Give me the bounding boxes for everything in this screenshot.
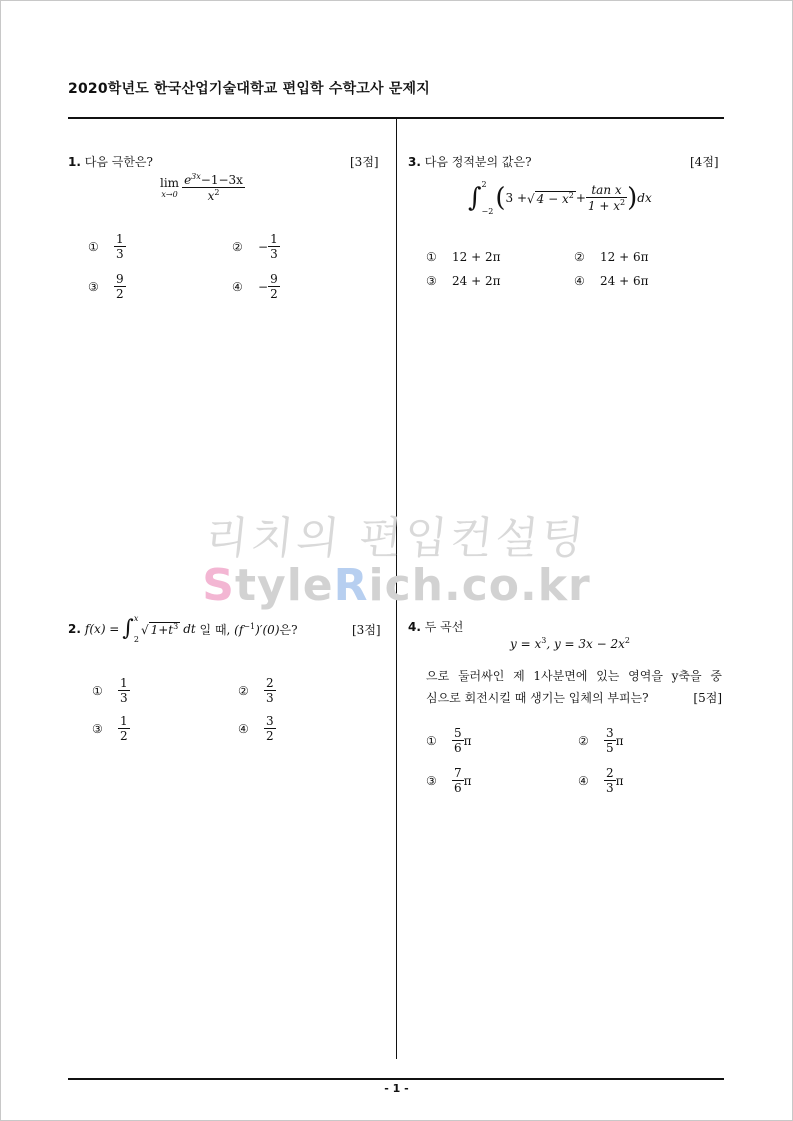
q1-choice-1[interactable] bbox=[88, 232, 126, 261]
q2-number: 2. bbox=[68, 622, 81, 636]
choice-mark: ① bbox=[88, 239, 99, 254]
q2-sqrt: √ $1+t^3$ bbox=[140, 621, 179, 637]
q1-den-exp: 2 bbox=[214, 188, 220, 197]
q1-choice-4[interactable] bbox=[232, 272, 280, 301]
q3-number: 3. bbox=[408, 155, 421, 169]
watermark-korean: 리치의 편입컨설팅 bbox=[202, 513, 590, 564]
q4-curve-b: , y = 3x − 2x bbox=[546, 637, 625, 651]
q3-heading bbox=[408, 153, 532, 170]
q3-plus: + bbox=[575, 191, 586, 205]
frac-num: 3 bbox=[266, 714, 274, 728]
q2-heading bbox=[68, 614, 298, 644]
q4-points: [5점] bbox=[693, 691, 722, 705]
choice-value: 24 + 6π bbox=[600, 274, 649, 288]
choice-mark: ③ bbox=[92, 721, 103, 736]
q3-expression bbox=[468, 180, 652, 216]
choice-mark: ② bbox=[232, 239, 243, 254]
choice-fraction bbox=[604, 766, 616, 795]
choice-fraction bbox=[114, 232, 126, 261]
choice-fraction bbox=[264, 714, 276, 743]
choice-suffix: π bbox=[615, 733, 624, 748]
q1-text: 다음 극한은? bbox=[84, 155, 153, 169]
choice-suffix: π bbox=[615, 773, 624, 788]
q4-body bbox=[426, 665, 722, 687]
q3-sqrt: √ $4 - x^2$ bbox=[527, 190, 574, 206]
q3-frac-num: tan x bbox=[591, 183, 622, 197]
frac-den: 6 bbox=[454, 741, 462, 755]
frac-den: 5 bbox=[606, 741, 614, 755]
choice-fraction bbox=[264, 676, 276, 705]
choice-fraction bbox=[452, 726, 464, 755]
q3-radicand: 4 − x bbox=[536, 191, 569, 206]
frac-num: 1 bbox=[120, 676, 128, 690]
q2-choice-4[interactable] bbox=[238, 714, 276, 743]
choice-mark: ④ bbox=[238, 721, 249, 736]
frac-den: 2 bbox=[270, 287, 278, 301]
choice-mark: ① bbox=[426, 733, 437, 748]
choice-sign: − bbox=[258, 279, 269, 294]
frac-den: 3 bbox=[270, 247, 278, 261]
frac-den: 2 bbox=[266, 729, 274, 743]
footer-rule bbox=[68, 1078, 724, 1080]
q1-points: [3점] bbox=[350, 155, 379, 169]
q1-lim: lim bbox=[160, 176, 180, 190]
q4-number: 4. bbox=[408, 620, 421, 634]
frac-den: 2 bbox=[120, 729, 128, 743]
choice-mark: ③ bbox=[426, 773, 437, 788]
choice-mark: ② bbox=[578, 733, 589, 748]
q2-upper-limit: x bbox=[133, 614, 139, 623]
q4-expression bbox=[510, 636, 630, 651]
q2-inverse-exp: −1 bbox=[243, 621, 256, 631]
choice-mark: ② bbox=[238, 683, 249, 698]
q4-choice-4[interactable] bbox=[578, 766, 624, 795]
frac-num: 1 bbox=[116, 232, 124, 246]
q3-text: 다음 정적분의 값은? bbox=[424, 155, 532, 169]
choice-fraction bbox=[114, 272, 126, 301]
integral-sign: ∫ bbox=[122, 616, 134, 641]
watermark-url bbox=[0, 560, 793, 611]
choice-mark: ③ bbox=[88, 279, 99, 294]
frac-num: 9 bbox=[116, 272, 124, 286]
q2-radicand-exp: 3 bbox=[173, 621, 179, 631]
q3-term-a: 3 + bbox=[505, 191, 528, 205]
choice-fraction bbox=[118, 714, 130, 743]
right-paren: ) bbox=[627, 183, 638, 213]
q3-points: [4점] bbox=[690, 155, 719, 169]
q2-radicand: 1+t bbox=[150, 622, 174, 637]
q1-fraction bbox=[182, 172, 245, 203]
q4-curve-a-exp: 3 bbox=[541, 636, 547, 645]
q2-text-1: 일 때, bbox=[195, 622, 235, 637]
watermark-domain: ich.co.kr bbox=[368, 560, 591, 611]
q1-choice-2[interactable] bbox=[232, 232, 280, 261]
q3-choice-2[interactable] bbox=[574, 250, 648, 264]
q2-choice-3[interactable] bbox=[92, 714, 130, 743]
frac-num: 7 bbox=[454, 766, 462, 780]
q1-heading bbox=[68, 153, 153, 170]
q2-text-2: 은? bbox=[279, 622, 298, 637]
q3-choice-3[interactable] bbox=[426, 274, 500, 288]
choice-mark: ① bbox=[426, 250, 437, 264]
page-number: - 1 - bbox=[384, 1082, 409, 1095]
choice-suffix: π bbox=[463, 733, 472, 748]
choice-mark: ④ bbox=[574, 274, 585, 288]
choice-value: 12 + 2π bbox=[452, 250, 501, 264]
frac-den: 6 bbox=[454, 781, 462, 795]
q1-choice-3[interactable] bbox=[88, 272, 126, 301]
q2-dt: dt bbox=[183, 622, 196, 636]
choice-mark: ③ bbox=[426, 274, 437, 288]
choice-value: 12 + 6π bbox=[600, 250, 649, 264]
q4-text: 두 곡선 bbox=[424, 620, 464, 634]
q4-curve-b-exp: 2 bbox=[624, 636, 631, 645]
q4-heading bbox=[408, 618, 463, 635]
q4-curve-a: y = x bbox=[510, 637, 542, 651]
q2-choice-2[interactable] bbox=[238, 676, 276, 705]
choice-mark: ② bbox=[574, 250, 585, 264]
frac-num: 3 bbox=[606, 726, 614, 740]
integral-sign: ∫ bbox=[468, 183, 482, 213]
q3-lower-limit: −2 bbox=[481, 207, 494, 216]
q3-frac-den-exp: 2 bbox=[620, 198, 626, 207]
q3-frac-den: 1 + x bbox=[587, 199, 621, 213]
q2-function: f(x) = bbox=[84, 622, 120, 636]
q2-points: [3점] bbox=[352, 623, 381, 637]
choice-sign: − bbox=[258, 239, 269, 254]
frac-num: 2 bbox=[606, 766, 614, 780]
frac-den: 3 bbox=[116, 247, 124, 261]
q4-choice-1[interactable] bbox=[426, 726, 472, 755]
q4-body-line-2-row bbox=[426, 687, 722, 709]
q4-body-line-1: 으로 둘러싸인 제 1사분면에 있는 영역을 y축을 중 bbox=[426, 669, 722, 683]
left-paren: ( bbox=[495, 183, 506, 213]
q3-dx: dx bbox=[637, 191, 652, 205]
frac-den: 3 bbox=[606, 781, 614, 795]
q1-number: 1. bbox=[68, 155, 81, 169]
q1-num-exp: 3x bbox=[191, 172, 201, 181]
choice-mark: ④ bbox=[232, 279, 243, 294]
watermark-tyle: tyle bbox=[234, 560, 334, 611]
page-title: 2020학년도 한국산업기술대학교 편입학 수학고사 문제지 bbox=[68, 81, 430, 97]
q4-choice-2[interactable] bbox=[578, 726, 624, 755]
frac-den: 3 bbox=[120, 691, 128, 705]
frac-num: 5 bbox=[454, 726, 462, 740]
choice-mark: ④ bbox=[578, 773, 589, 788]
q2-choice-1[interactable] bbox=[92, 676, 130, 705]
q4-body-line-2: 심으로 회전시킬 때 생기는 입체의 부피는? bbox=[426, 691, 649, 705]
choice-fraction bbox=[268, 232, 280, 261]
q3-choice-4[interactable] bbox=[574, 274, 648, 288]
q1-expression bbox=[160, 172, 245, 203]
choice-suffix: π bbox=[463, 773, 472, 788]
choice-value: 24 + 2π bbox=[452, 274, 501, 288]
frac-num: 9 bbox=[270, 272, 278, 286]
q3-fraction bbox=[586, 183, 627, 213]
watermark-r: R bbox=[333, 560, 369, 611]
choice-fraction bbox=[604, 726, 616, 755]
choice-fraction bbox=[452, 766, 464, 795]
q2-inverse: (f bbox=[234, 622, 244, 637]
watermark-s: S bbox=[202, 560, 235, 611]
frac-den: 2 bbox=[116, 287, 124, 301]
q4-choice-3[interactable] bbox=[426, 766, 472, 795]
q1-num-rest: −1−3x bbox=[200, 173, 243, 187]
q3-choice-1[interactable] bbox=[426, 250, 500, 264]
q2-inverse-rest: )′(0) bbox=[255, 622, 280, 637]
choice-fraction bbox=[268, 272, 280, 301]
frac-num: 1 bbox=[270, 232, 278, 246]
frac-num: 1 bbox=[120, 714, 128, 728]
q1-den-base: x bbox=[207, 189, 215, 203]
choice-mark: ① bbox=[92, 683, 103, 698]
q1-lim-sub: x→0 bbox=[161, 190, 178, 199]
q3-upper-limit: 2 bbox=[481, 180, 487, 189]
frac-num: 2 bbox=[266, 676, 274, 690]
q3-radicand-exp: 2 bbox=[568, 190, 574, 200]
q2-lower-limit: 2 bbox=[133, 635, 139, 644]
q1-num-base: e bbox=[184, 173, 192, 187]
choice-fraction bbox=[118, 676, 130, 705]
frac-den: 3 bbox=[266, 691, 274, 705]
